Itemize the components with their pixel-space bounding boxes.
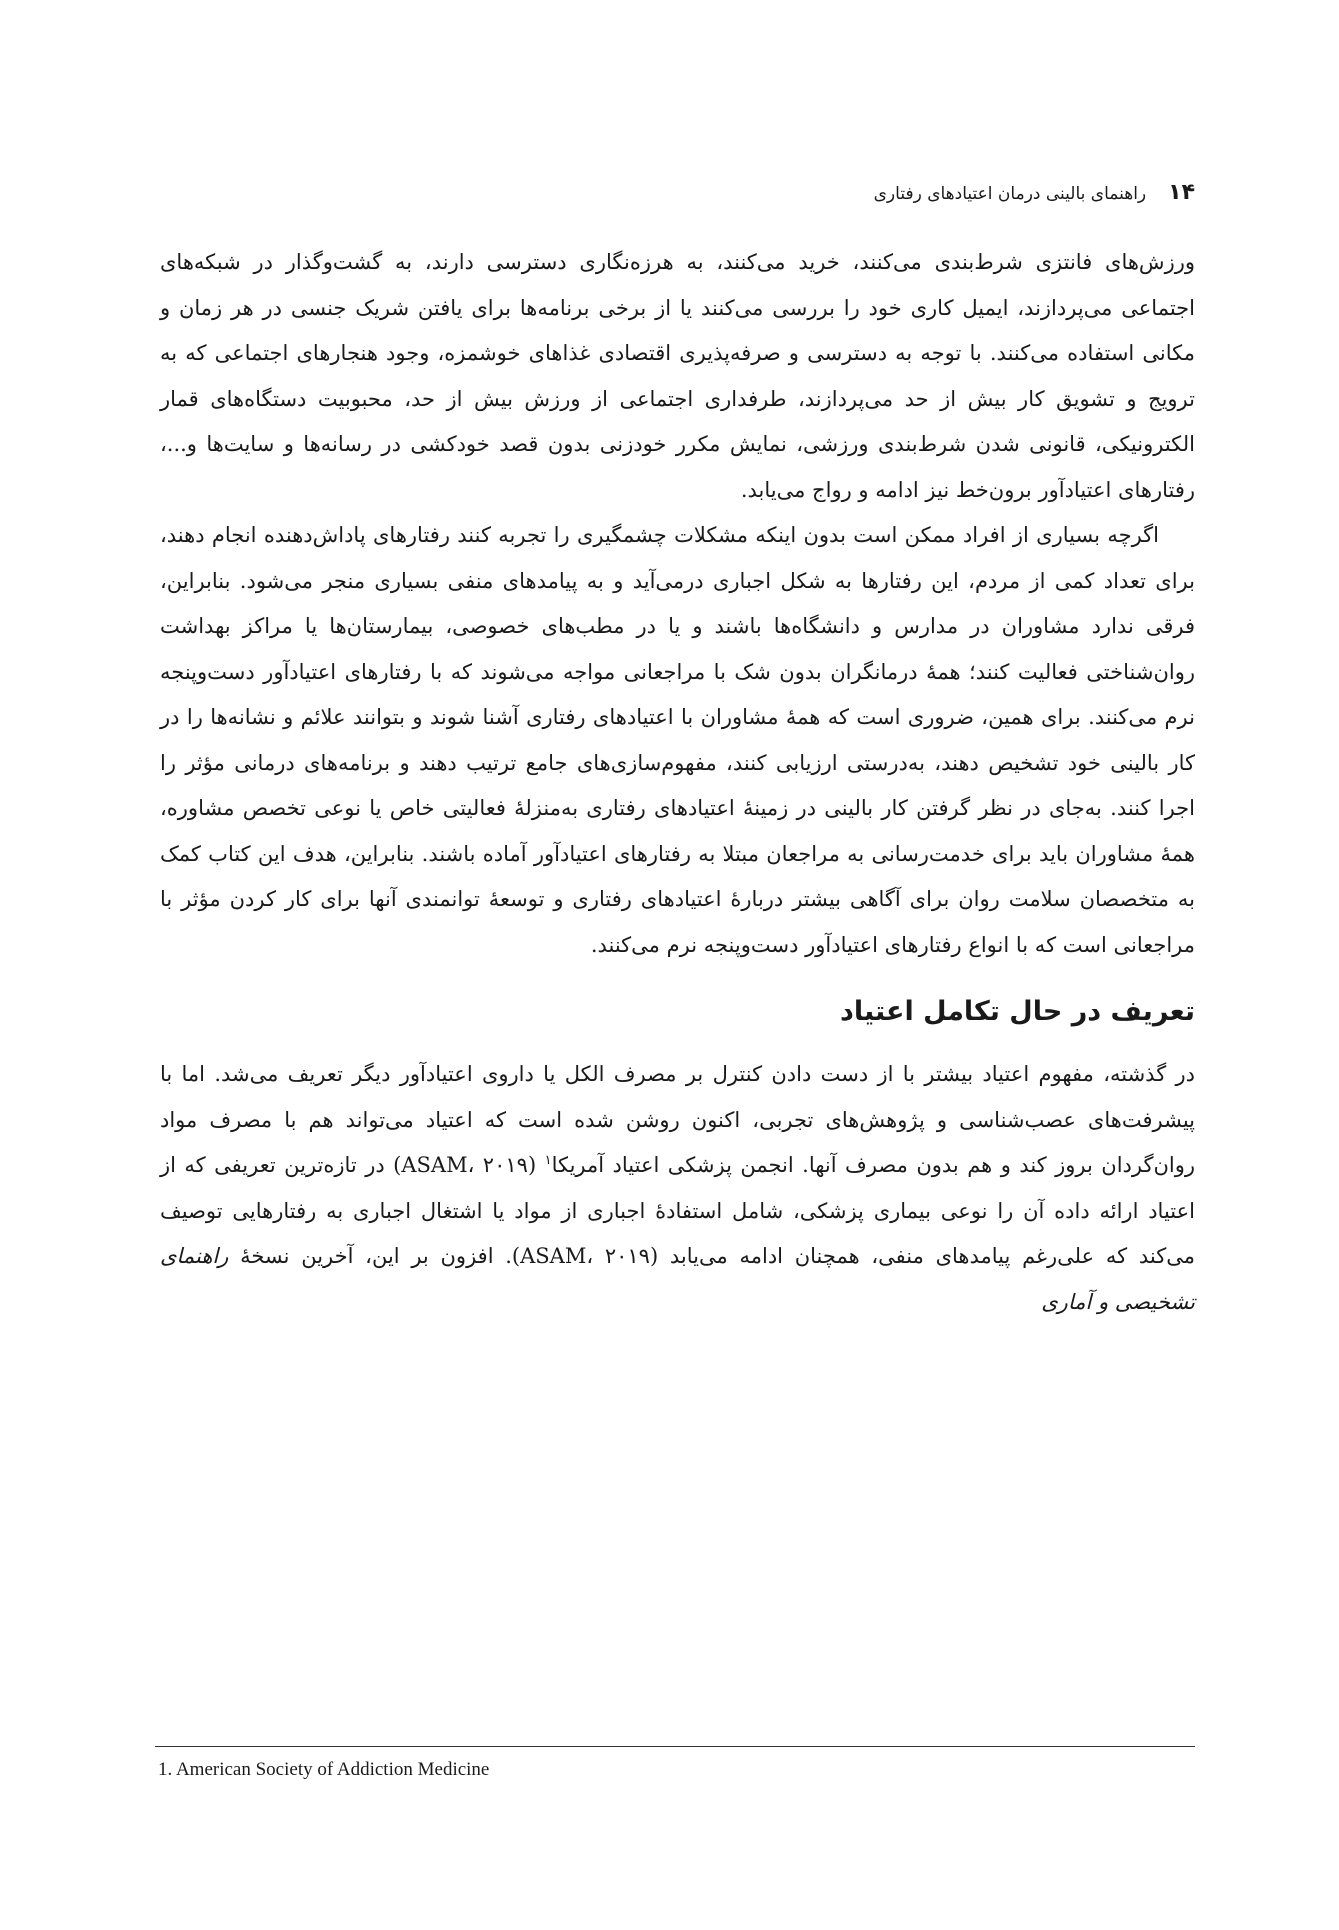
paragraph-3: [160, 1052, 1195, 1325]
body-text: [160, 240, 1195, 1325]
page-number: ۱۴: [1168, 180, 1195, 205]
paragraph-3-part-b: (ASAM، ۲۰۱۹) در تازه‌ترین تعریفی که از اعتیاد ارائه داده آن را نوعی بیماری پزشکی، شامل استفادهٔ اجباری از مواد یا اشتغال اجباری به رفتارهایی توصیف می‌کند که علی‌رغم پیامدهای منفی، همچنان ادامه می‌یابد (ASAM، ۲۰۱۹). افزون بر این، آخرین نسخهٔ: [160, 1153, 1195, 1268]
running-header: [160, 180, 1195, 205]
footnote: 1. American Society of Addiction Medicine: [158, 1759, 490, 1780]
paragraph-2: اگرچه بسیاری از افراد ممکن است بدون اینکه مشکلات چشمگیری را تجربه کنند رفتارهای پاداش‌دهنده انجام دهند، برای تعداد کمی از مردم، این رفتارها به شکل اجباری درمی‌آید و به پیامدهای منفی بسیاری منجر می‌شود. بنابراین، فرقی ندارد مشاوران در مدارس و دانشگاه‌ها باشند و یا در مطب‌های خصوصی، بیمارستان‌ها یا مراکز بهداشت روان‌شناختی فعالیت کنند؛ همهٔ درمانگران بدون شک با مراجعانی مواجه می‌شوند که با رفتارهای اعتیادآور دست‌وپنجه نرم می‌کنند. برای همین، ضروری است که همهٔ مشاوران با اعتیادهای رفتاری آشنا شوند و بتوانند علائم و نشانه‌ها را در کار بالینی خود تشخیص دهند، به‌درستی ارزیابی کنند، مفهوم‌سازی‌های جامع ترتیب دهند و برنامه‌های درمانی مؤثر را اجرا کنند. به‌جای در نظر گرفتن کار بالینی در زمینهٔ اعتیادهای رفتاری به‌منزلهٔ فعالیتی خاص یا نوعی تخصص مشاوره، همهٔ مشاوران باید برای خدمت‌رسانی به مراجعان مبتلا به رفتارهای اعتیادآور آماده باشند. بنابراین، هدف این کتاب کمک به متخصصان سلامت روان برای آگاهی بیشتر دربارهٔ اعتیادهای رفتاری و توسعهٔ توانمندی آنها برای کار کردن مؤثر با مراجعانی است که با انواع رفتارهای اعتیادآور دست‌وپنجه نرم می‌کنند.: [160, 523, 1195, 957]
footnote-divider: [155, 1746, 1195, 1747]
paragraph-3-italic-title: راهنمای تشخیصی و آماری: [160, 1244, 1195, 1314]
footnote-marker: ۱: [544, 1153, 552, 1168]
paragraph-1: ورزش‌های فانتزی شرط‌بندی می‌کنند، خرید می‌کنند، به هرزه‌نگاری دسترسی دارند، به گشت‌وگذار در شبکه‌های اجتماعی می‌پردازند، ایمیل کاری خود را بررسی می‌کنند یا از برخی برنامه‌ها برای یافتن شریک جنسی در هر زمان و مکانی استفاده می‌کنند. با توجه به دسترسی و صرفه‌پذیری اقتصادی غذاهای خوشمزه، وجود هنجارهای اجتماعی که به ترویج و تشویق کار بیش از حد می‌پردازند، طرفداری اجتماعی از ورزش بیش از حد، محبوبیت دستگاه‌های قمار الکترونیکی، قانونی شدن شرط‌بندی ورزشی، نمایش مکرر خودزنی بدون قصد خودکشی در رسانه‌ها و سایت‌ها و...، رفتارهای اعتیادآور برون‌خط نیز ادامه و رواج می‌یابد.: [160, 250, 1195, 502]
section-heading: تعریف در حال تکامل اعتیاد: [839, 996, 1195, 1027]
running-title: راهنمای بالینی درمان اعتیادهای رفتاری: [873, 184, 1147, 204]
paragraph-3-part-a: در گذشته، مفهوم اعتیاد بیشتر با از دست دادن کنترل بر مصرف الکل یا داروی اعتیادآور دیگر تعریف می‌شد. اما با پیشرفت‌های عصب‌شناسی و پژوهش‌های تجربی، اکنون روشن شده است که اعتیاد می‌تواند هم با مصرف مواد روان‌گردان بروز کند و هم بدون مصرف آنها. انجمن پزشکی اعتیاد آمریکا: [160, 1062, 1196, 1177]
